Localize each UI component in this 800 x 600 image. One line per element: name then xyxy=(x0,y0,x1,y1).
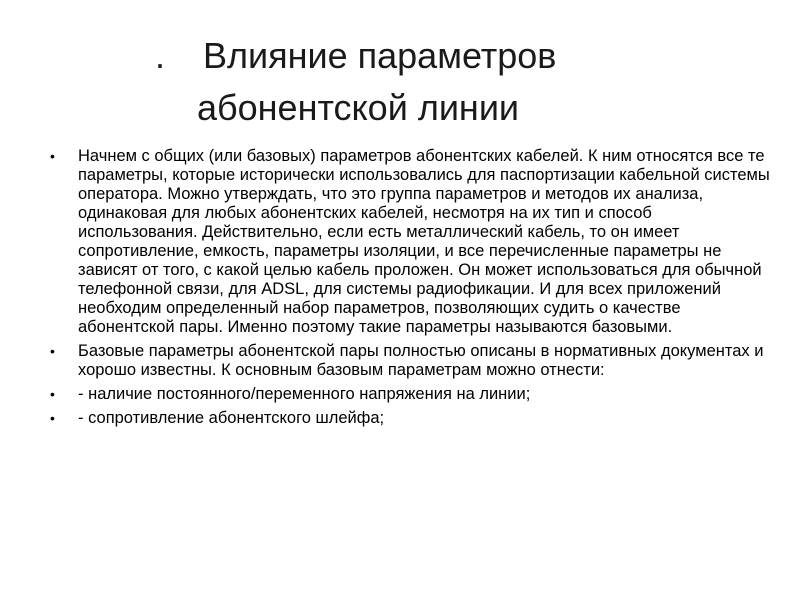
slide-title-line-1 xyxy=(60,30,740,82)
bullet-list xyxy=(0,147,800,433)
bullet-item-3 xyxy=(0,385,800,404)
bullet-item-2 xyxy=(0,342,800,380)
bullet-text-1: Начнем с общих (или базовых) параметров абонентских кабелей. К ним относятся все те параметры, которые исторически использовались для паспортизации кабельной системы оператора. Можно утверждать, что это группа параметров и методов их анализа, одинаковая для любых абонентских кабелей, несмотря на их тип и способ использования. Действительно, если есть металлический кабель, то он имеет сопротивление, емкость, параметры изоляции, и все перечисленные параметры не зависят от того, с какой целью кабель проложен. Он может использоваться для обычной телефонной связи, для ADSL, для системы радиофикации. И для всех приложений необходим определенный набор параметров, позволяющих судить о качестве абонентской пары. Именно поэтому такие параметры называются базовыми. xyxy=(78,147,770,336)
bullet-dot-icon: • xyxy=(50,343,55,359)
bullet-item-4 xyxy=(0,409,800,428)
slide-title-number: . xyxy=(155,35,166,76)
bullet-dot-icon: • xyxy=(50,386,55,402)
bullet-text-2: Базовые параметры абонентской пары полностью описаны в нормативных документах и хорошо известны. К основным базовым параметрам можно отнести: xyxy=(78,342,764,379)
bullet-dot-icon: • xyxy=(50,148,55,164)
slide-title-text-1: Влияние параметров xyxy=(203,35,557,76)
bullet-text-4: - сопротивление абонентского шлейфа; xyxy=(78,409,385,427)
bullet-dot-icon: • xyxy=(50,410,55,426)
slide-title-line-2: абонентской линии xyxy=(197,87,520,128)
bullet-text-3: - наличие постоянного/переменного напряжения на линии; xyxy=(78,385,531,403)
bullet-item-1 xyxy=(0,147,800,337)
slide-title xyxy=(60,30,740,134)
